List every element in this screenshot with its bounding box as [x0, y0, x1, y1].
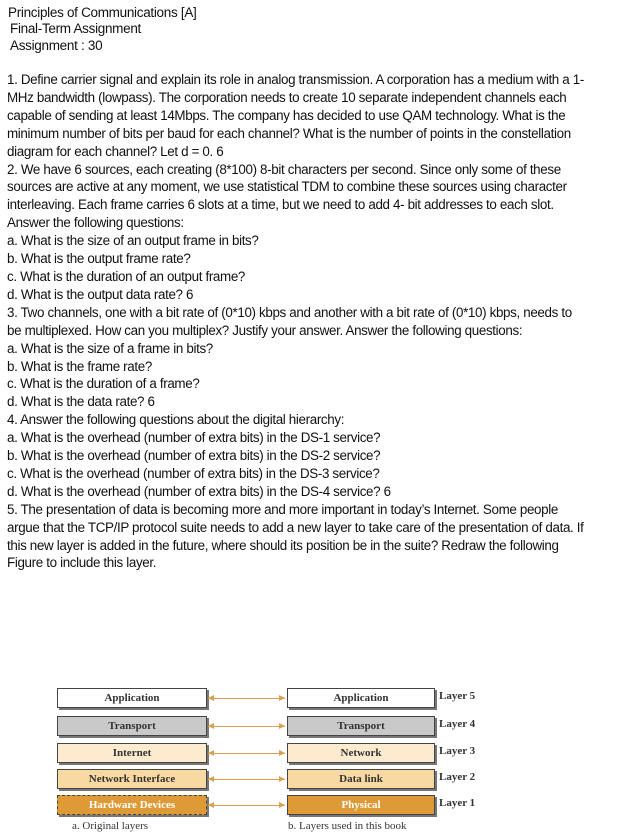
question-line: 4. Answer the following questions about the digital hierarchy:: [7, 412, 345, 428]
caption-original-layers: a. Original layers: [72, 820, 149, 832]
question-line: d. What is the output data rate? 6: [7, 286, 194, 302]
layer-number-label: Layer 1: [439, 797, 476, 809]
assignment-number: Assignment : 30: [10, 38, 103, 53]
question-line: Answer the following questions:: [7, 215, 184, 231]
question-line: b. What is the overhead (number of extra bits) in the DS-2 service?: [7, 448, 381, 464]
question-line: d. What is the data rate? 6: [7, 394, 155, 410]
layer-number-label: Layer 2: [439, 771, 476, 783]
question-line: b. What is the output frame rate?: [7, 251, 191, 267]
question-line: d. What is the overhead (number of extra bits) in the DS-4 service? 6: [7, 483, 391, 499]
assignment-type: Final-Term Assignment: [10, 21, 141, 36]
question-line: b. What is the frame rate?: [7, 358, 152, 374]
original-layer-box: Application: [57, 688, 207, 708]
question-line: 2. We have 6 sources, each creating (8*100) 8-bit characters per second. Since only some of these: [7, 161, 561, 177]
double-arrow-icon: [208, 698, 285, 699]
question-line: be multiplexed. How can you multiplex? Justify your answer. Answer the following questions:: [7, 322, 523, 338]
question-line: capable of sending at least 14Mbps. The company has decided to use QAM technology. What is the: [7, 107, 566, 123]
question-line: c. What is the duration of an output frame?: [7, 268, 246, 284]
question-line: Figure to include this layer.: [7, 555, 157, 571]
question-line: c. What is the overhead (number of extra bits) in the DS-3 service?: [7, 465, 380, 481]
question-line: a. What is the overhead (number of extra bits) in the DS-1 service?: [7, 430, 381, 446]
question-line: a. What is the size of an output frame in bits?: [7, 233, 259, 249]
double-arrow-icon: [208, 753, 285, 754]
caption-book-layers: b. Layers used in this book: [288, 820, 407, 832]
question-line: 5. The presentation of data is becoming more and more important in today’s Internet. Some people: [7, 501, 558, 517]
book-layer-box: Data link: [287, 769, 435, 789]
original-layer-box: Hardware Devices: [57, 795, 207, 815]
questions-body: [7, 71, 584, 572]
double-arrow-icon: [208, 805, 285, 806]
original-layer-box: Transport: [57, 716, 207, 736]
course-title: Principles of Communications [A]: [8, 5, 197, 20]
book-layer-box: Network: [287, 743, 435, 763]
question-line: MHz bandwidth (lowpass). The corporation needs to create 10 separate independent channels each: [7, 89, 567, 105]
original-layer-box: Network Interface: [57, 769, 207, 789]
question-line: minimum number of bits per baud for each channel? What is the number of points in the constellation: [7, 125, 571, 141]
question-line: 1. Define carrier signal and explain its role in analog transmission. A corporation has a medium with a 1-: [7, 72, 584, 87]
question-line: argue that the TCP/IP protocol suite needs to add a new layer to take care of the presentation of data. If: [7, 519, 584, 535]
question-line: a. What is the size of a frame in bits?: [7, 340, 213, 356]
book-layer-box: Application: [287, 688, 435, 708]
question-line: this new layer is added in the future, where should its position be in the suite? Redraw the following: [7, 537, 559, 553]
layer-number-label: Layer 5: [439, 690, 476, 702]
book-layer-box: Physical: [287, 795, 435, 815]
original-layer-box: Internet: [57, 743, 207, 763]
question-line: c. What is the duration of a frame?: [7, 376, 200, 392]
layer-number-label: Layer 4: [439, 718, 476, 730]
double-arrow-icon: [208, 726, 285, 727]
question-line: 3. Two channels, one with a bit rate of (0*10) kbps and another with a bit rate of (0*10) kbps, needs to: [7, 304, 572, 320]
question-line: sources are active at any moment, we use statistical TDM to combine these sources using character: [7, 179, 567, 195]
double-arrow-icon: [208, 779, 285, 780]
question-line: diagram for each channel? Let d = 0. 6: [7, 143, 224, 159]
layer-number-label: Layer 3: [439, 745, 476, 757]
question-line: interleaving. Each frame carries 6 slots at a time, but we need to add 4- bit addresses to each slot.: [7, 197, 554, 213]
book-layer-box: Transport: [287, 716, 435, 736]
